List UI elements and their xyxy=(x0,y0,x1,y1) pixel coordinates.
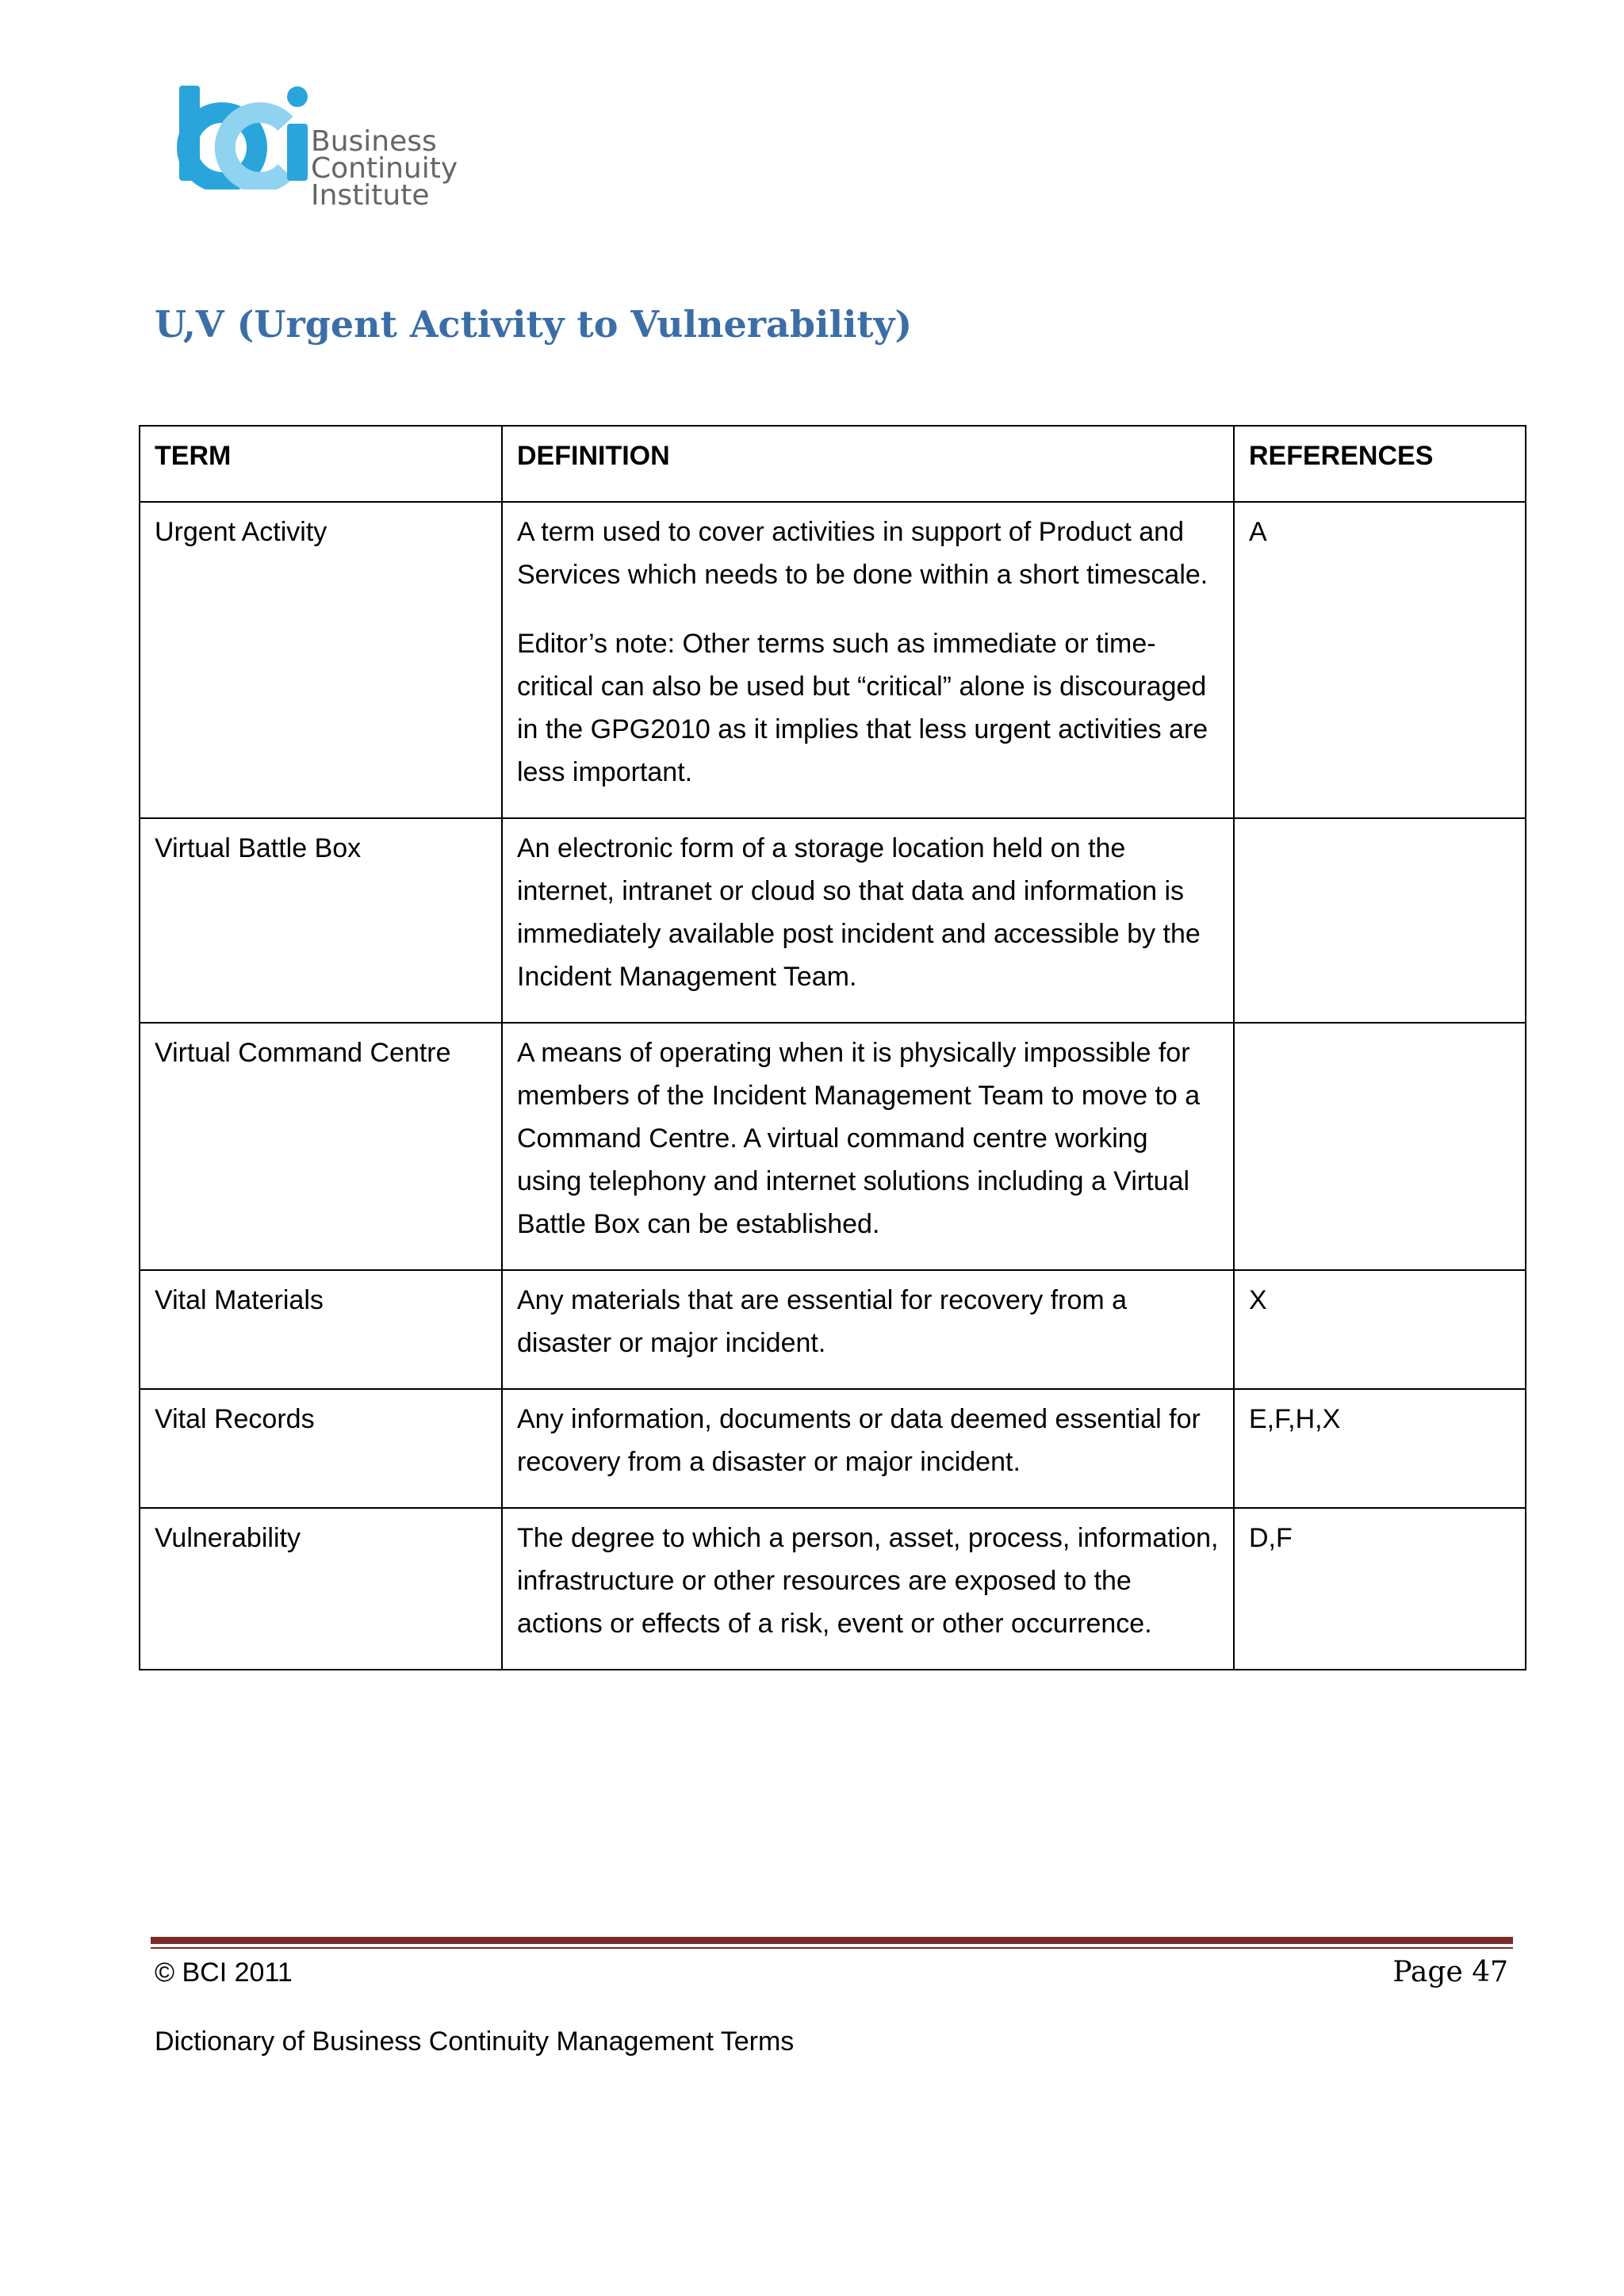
term-cell: Virtual Battle Box xyxy=(140,818,502,1023)
references-cell: A xyxy=(1234,502,1526,818)
term-cell: Vulnerability xyxy=(140,1508,502,1670)
logo-line-2: Institute xyxy=(311,179,430,212)
bci-logo xyxy=(176,82,557,212)
definition-paragraph: An electronic form of a storage location held on the internet, intranet or cloud so that data and information is immediately available post incident and accessible by the Incident Management Team. xyxy=(517,833,1201,992)
table-header-row xyxy=(140,426,1526,502)
footer-rule-thick xyxy=(151,1937,1513,1944)
section-heading: U,V (Urgent Activity to Vulnerability) xyxy=(155,303,913,346)
term-cell: Vital Records xyxy=(140,1389,502,1508)
references-cell xyxy=(1234,818,1526,1023)
definition-cell xyxy=(502,502,1234,818)
definition-cell xyxy=(502,1270,1234,1389)
header-references: REFERENCES xyxy=(1234,426,1526,502)
references-cell: X xyxy=(1234,1270,1526,1389)
term-cell: Urgent Activity xyxy=(140,502,502,818)
table-row xyxy=(140,1023,1526,1270)
logo-line-1: Business Continuity xyxy=(311,125,458,185)
definition-paragraph: The degree to which a person, asset, process, information, infrastructure or other resources are exposed to the actions or effects of a risk, event or other occurrence. xyxy=(517,1523,1219,1639)
definition-paragraph: Any information, documents or data deemed essential for recovery from a disaster or major incident. xyxy=(517,1404,1201,1477)
definition-cell xyxy=(502,818,1234,1023)
table-row xyxy=(140,1389,1526,1508)
table-row xyxy=(140,1270,1526,1389)
table-row xyxy=(140,1508,1526,1670)
footer-copyright: © BCI 2011 xyxy=(155,1957,293,1988)
glossary-table xyxy=(139,425,1526,1670)
definition-cell xyxy=(502,1389,1234,1508)
references-cell: E,F,H,X xyxy=(1234,1389,1526,1508)
bci-logo-mark-icon xyxy=(176,82,311,189)
definition-paragraph: A means of operating when it is physically impossible for members of the Incident Management Team to move to a Command Centre. A virtual command centre working using telephony and internet solutions including a Virtual Battle Box can be established. xyxy=(517,1038,1201,1239)
definition-paragraph: Any materials that are essential for recovery from a disaster or major incident. xyxy=(517,1285,1128,1358)
header-term: TERM xyxy=(140,426,502,502)
definition-cell xyxy=(502,1508,1234,1670)
references-cell xyxy=(1234,1023,1526,1270)
term-cell: Virtual Command Centre xyxy=(140,1023,502,1270)
term-cell: Vital Materials xyxy=(140,1270,502,1389)
table-row xyxy=(140,502,1526,818)
footer-document-title: Dictionary of Business Continuity Management Terms xyxy=(155,2026,795,2057)
editor-note-paragraph: Editor’s note: Other terms such as immediate or time-critical can also be used but “critical” alone is discouraged in the GPG2010 as it implies that less urgent activities are less important. xyxy=(517,629,1208,787)
definition-paragraph: A term used to cover activities in support of Product and Services which needs to be done within a short timescale. xyxy=(517,517,1208,590)
header-definition: DEFINITION xyxy=(502,426,1234,502)
logo-wordmark xyxy=(311,125,557,212)
definition-cell xyxy=(502,1023,1234,1270)
footer-rule-thin xyxy=(151,1947,1513,1949)
table-row xyxy=(140,818,1526,1023)
references-cell: D,F xyxy=(1234,1508,1526,1670)
footer-page-number: Page 47 xyxy=(1392,1956,1508,1988)
